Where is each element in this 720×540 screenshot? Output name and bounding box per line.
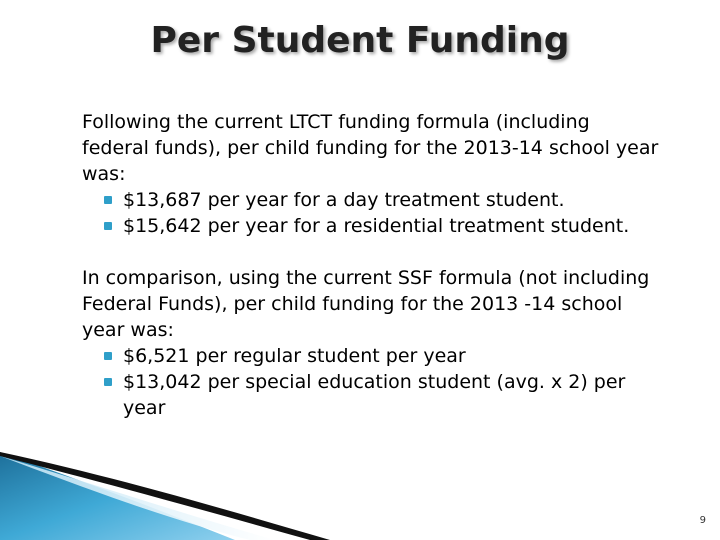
- bullet-text: $13,687 per year for a day treatment student.: [123, 189, 565, 211]
- square-bullet-icon: [104, 196, 112, 204]
- paragraph-ltct: Following the current LTCT funding formula (including federal funds), per child funding for the 2013-14 school year was:: [82, 111, 659, 185]
- bullet-list-ssf: [82, 343, 662, 421]
- square-bullet-icon: [104, 352, 112, 360]
- bullet-text: $6,521 per regular student per year: [123, 345, 466, 367]
- bullet-text: $15,642 per year for a residential treatment student.: [123, 215, 630, 237]
- list-item: [104, 369, 662, 421]
- slide-title: Per Student Funding: [150, 20, 570, 61]
- bullet-list-ltct: [82, 187, 662, 239]
- square-bullet-icon: [104, 378, 112, 386]
- list-item: [104, 343, 662, 369]
- paragraph-ssf: In comparison, using the current SSF formula (not including Federal Funds), per child funding for the 2013 -14 school year was:: [82, 267, 650, 341]
- page-number: 9: [699, 515, 706, 526]
- square-bullet-icon: [104, 222, 112, 230]
- list-item: [104, 213, 662, 239]
- list-item: [104, 187, 662, 213]
- decorative-swoosh: [0, 450, 720, 540]
- spacer: [82, 239, 662, 265]
- bullet-text: $13,042 per special education student (avg. x 2) per year: [123, 371, 626, 419]
- slide-body: [82, 109, 662, 421]
